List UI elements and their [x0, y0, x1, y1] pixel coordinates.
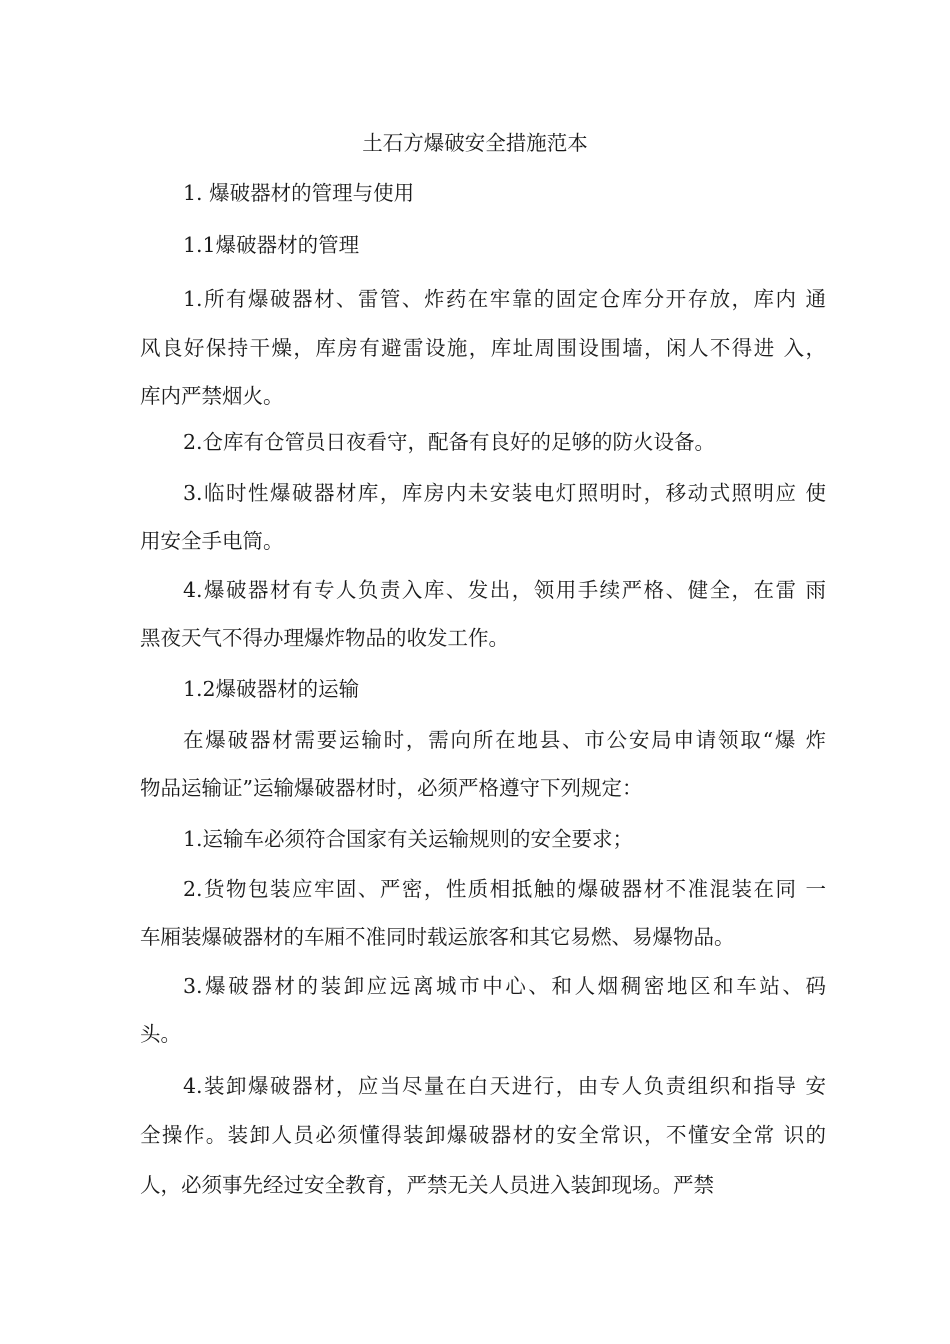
paragraph-line: 2.货物包装应牢固、严密，性质相抵触的爆破器材不准混装在同 一 [183, 877, 826, 901]
paragraph-line: 1.所有爆破器材、雷管、炸药在牢靠的固定仓库分开存放，库内 通 [183, 287, 826, 311]
paragraph-line: 风良好保持干燥，库房有避雷设施，库址周围设围墙，闲人不得进 入， [140, 336, 826, 360]
paragraph-line: 用安全手电筒。 [140, 529, 284, 553]
paragraph-line: 3.临时性爆破器材库，库房内未安装电灯照明时，移动式照明应 使 [183, 481, 826, 505]
paragraph-line: 1.运输车必须符合国家有关运输规则的安全要求； [183, 827, 634, 851]
paragraph-line: 4.装卸爆破器材，应当尽量在白天进行，由专人负责组织和指导 安 [183, 1074, 826, 1098]
paragraph-line: 头。 [140, 1022, 181, 1046]
paragraph-line: 在爆破器材需要运输时，需向所在地县、市公安局申请领取“爆 炸 [183, 728, 826, 752]
paragraph-line: 库内严禁烟火。 [140, 384, 284, 408]
paragraph-line: 全操作。装卸人员必须懂得装卸爆破器材的安全常识，不懂安全常 识的 [140, 1123, 826, 1147]
paragraph-line: 2.仓库有仓管员日夜看守，配备有良好的足够的防火设备。 [183, 430, 716, 454]
document-title: 土石方爆破安全措施范本 [362, 131, 588, 155]
section-heading-1-2: 1.2爆破器材的运输 [183, 677, 360, 701]
section-heading-1: 1. 爆破器材的管理与使用 [183, 181, 415, 205]
paragraph-line: 物品运输证”运输爆破器材时，必须严格遵守下列规定： [140, 776, 643, 800]
paragraph-line: 黑夜天气不得办理爆炸物品的收发工作。 [140, 626, 509, 650]
paragraph-line: 车厢装爆破器材的车厢不准同时载运旅客和其它易燃、易爆物品。 [140, 925, 735, 949]
paragraph-line: 人，必须事先经过安全教育，严禁无关人员进入装卸现场。严禁 [140, 1173, 714, 1197]
section-heading-1-1: 1.1爆破器材的管理 [183, 233, 360, 257]
paragraph-line: 4.爆破器材有专人负责入库、发出，领用手续严格、健全，在雷 雨 [183, 578, 826, 602]
paragraph-line: 3.爆破器材的装卸应远离城市中心、和人烟稠密地区和车站、码 [183, 974, 826, 998]
